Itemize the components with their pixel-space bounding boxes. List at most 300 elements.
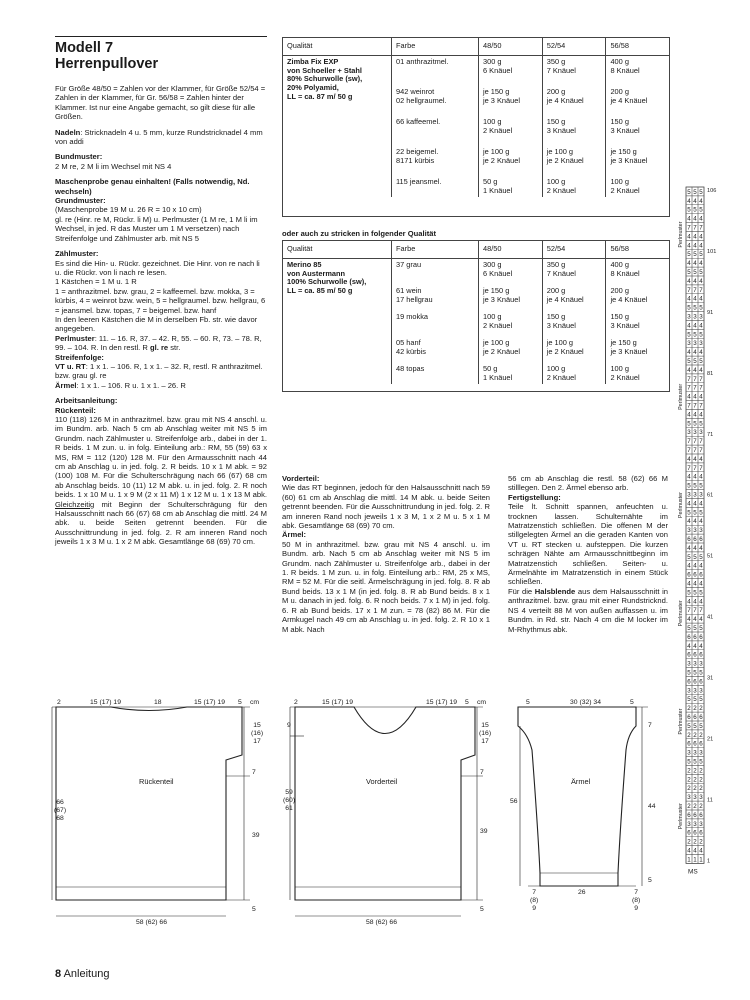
- chart-cell-value: 4: [687, 322, 691, 330]
- chart-cell-value: 4: [687, 242, 691, 250]
- alt-yarn-caption: oder auch zu stricken in folgender Qualität: [282, 229, 437, 238]
- chart-cell-value: 7: [687, 607, 691, 615]
- chart-cell-value: 6: [693, 633, 697, 641]
- main-pattern-label: Grundmuster:: [55, 196, 106, 206]
- chart-cell-value: 5: [693, 420, 697, 428]
- chart-cell-value: 2: [687, 731, 691, 739]
- front-schematic: [278, 690, 508, 940]
- chart-cell-value: 5: [687, 625, 691, 632]
- table-cell: 350 g 7 Knäuel: [546, 56, 576, 75]
- title-rule: [55, 36, 267, 37]
- seed-stitch-text: : 11. – 16. R, 37. – 42. R, 55. – 60. R, 73. – 78. R, 99. – 104. R. In den restl. R: [55, 333, 262, 353]
- table-cell: 300 g 6 Knäuel: [483, 56, 513, 75]
- chart-cell-value: 5: [699, 589, 703, 597]
- page-number: 8: [55, 968, 62, 980]
- chart-cell-value: 4: [699, 366, 703, 374]
- chart-cell-value: 5: [693, 696, 697, 704]
- yarn-size-1-column: [479, 55, 543, 197]
- front-dim-left-top: 9: [287, 722, 291, 729]
- table-cell: 200 g je 4 Knäuel: [546, 86, 584, 105]
- col-header-color: Farbe: [392, 241, 479, 258]
- finishing-label: Fertigstellung:: [508, 492, 561, 502]
- chart-cell-value: 7: [693, 447, 697, 454]
- chart-cell-value: 5: [693, 669, 697, 677]
- chart-cell-value: 5: [693, 482, 697, 490]
- yarn-table-1-grid: [283, 38, 669, 197]
- chart-cell-value: 7: [699, 464, 703, 472]
- yarn-quality-2: Merino 85 von Austermann 100% Schurwolle (sw), LL = ca. 85 m/ 50 g: [287, 259, 367, 296]
- table-cell: 400 g 8 Knäuel: [610, 259, 640, 278]
- chart-cell-value: 2: [687, 705, 691, 713]
- chart-cell-value: 2: [687, 803, 691, 810]
- instructions-column-1: [55, 84, 267, 547]
- chart-cell-value: 6: [693, 571, 697, 579]
- chart-cell-value: 3: [687, 527, 691, 535]
- table-cell: 05 hanf 42 kürbis: [396, 337, 426, 356]
- chart-cell-value: 5: [687, 206, 691, 214]
- chart-cell-value: 4: [693, 598, 697, 606]
- table-cell: 48 topas: [396, 363, 425, 373]
- footer-label: Anleitung: [63, 968, 110, 980]
- chart-cell-value: 7: [687, 438, 691, 446]
- chart-cell-value: 4: [693, 215, 697, 223]
- table-cell: 300 g 6 Knäuel: [483, 259, 513, 278]
- back-dim-right-1: 15 (16) 17: [251, 722, 264, 745]
- back-dim-right-4: 5: [252, 906, 256, 913]
- chart-row-label: 61: [707, 492, 714, 499]
- chart-cell-value: 5: [693, 358, 697, 365]
- chart-cell-value: 4: [693, 349, 697, 357]
- chart-cell-value: 5: [693, 758, 697, 766]
- chart-cell-value: 4: [693, 322, 697, 330]
- chart-cell-value: 5: [693, 206, 697, 214]
- back-label: Rückenteil: [139, 777, 174, 786]
- chart-cell-value: 4: [687, 295, 691, 303]
- chart-cell-value: 6: [699, 571, 703, 579]
- sleeve-dim-right-3: 5: [648, 877, 652, 884]
- chart-row-label: 91: [707, 309, 714, 316]
- chart-cell-value: 7: [699, 224, 703, 232]
- chart-cell-value: 4: [687, 277, 691, 285]
- table-cell: 150 g 3 Knäuel: [546, 116, 576, 135]
- back-dim-top-2: 15 (17) 19: [90, 699, 121, 706]
- chart-cell-value: 6: [687, 740, 691, 748]
- table-cell: je 100 g je 2 Knäuel: [546, 146, 584, 165]
- chart-row-label: 81: [707, 370, 714, 377]
- chart-cell-value: 4: [693, 197, 697, 205]
- chart-cell-value: 3: [693, 794, 697, 802]
- chart-cell-value: 2: [699, 785, 703, 793]
- chart-cell-value: 3: [699, 313, 703, 321]
- chart-cell-value: 4: [693, 616, 697, 624]
- chart-cell-value: 5: [693, 509, 697, 517]
- yarn-table-2-header: [283, 241, 669, 258]
- chart-cell-value: 4: [687, 366, 691, 374]
- chart-cell-value: 5: [687, 669, 691, 677]
- needles-text: : Stricknadeln 4 u. 5 mm, kurze Rundstricknadel 4 mm von addi: [55, 127, 263, 147]
- chart-cell-value: 4: [687, 616, 691, 624]
- chart-cell-value: 5: [687, 269, 691, 276]
- chart-cell-value: 3: [693, 313, 697, 321]
- chart-cell-value: 3: [699, 794, 703, 802]
- chart-cell-value: 6: [687, 651, 691, 659]
- chart-cell-value: 3: [693, 429, 697, 437]
- chart-cell-value: 2: [687, 767, 691, 775]
- back-text-a: 110 (118) 126 M in anthrazitmel. bzw. grau mit NS 4 anschl. u. im Bundm. arb. Nach 5 cm ab Anschlag weiter mit NS 5 im Grundm. nach Zählmuster u. Streifenfolge arb., dabei in der 1. R beids. 1 M zun. u. in folg. Einteilung arb.: RM, 55 (59) 63 x MS, RM = 112 (120) 128 M. Für den Armausschnitt nach 44 cm ab Anschlag u. in jed. folg. 2. R beids. 10 x 1 M abk. = 92 (100) 108 M. Für die Schulterschrägung nach 66 (67) 68 cm ab Anschlag beids. 10 (11) 12 M abk. u. in jed. folg. 2. R noch beids. 1 x 10 M u. 1 x 9 M (2 x 11 M) 1 x 12 M u. 1 x 13 M abk.: [55, 415, 267, 500]
- size-intro: Für Größe 48/50 = Zahlen vor der Klammer, für Größe 52/54 = Zahlen in der Klammer, für Gr. 56/58 = Zahlen hinter der Klammer. Ist nur eine Angabe gemacht, so gilt diese für alle Größen.: [55, 84, 266, 122]
- chart-cell-value: 4: [687, 500, 691, 508]
- chart-cell-value: 7: [687, 464, 691, 472]
- chart-cell-value: 4: [693, 473, 697, 481]
- table-cell: 350 g 7 Knäuel: [546, 259, 576, 278]
- chart-cell-value: 5: [699, 269, 703, 276]
- chart-perlmuster-label: Perlmuster: [678, 708, 684, 735]
- front-dim-top-1: 2: [294, 699, 298, 706]
- col-header-size-1: 48/50: [479, 38, 543, 55]
- chart-cell-value: 4: [693, 642, 697, 650]
- needles-label: Nadeln: [55, 127, 81, 137]
- chart-cell-value: 4: [693, 500, 697, 508]
- instructions-label: Arbeitsanleitung:: [55, 396, 118, 406]
- chart-cell-value: 5: [693, 251, 697, 259]
- chart-cell-value: 5: [693, 589, 697, 597]
- chart-cell-value: 5: [687, 553, 691, 561]
- chart-cell-value: 7: [699, 447, 703, 454]
- chart-cell-value: 3: [693, 687, 697, 695]
- chart-cell-value: 6: [699, 829, 703, 837]
- chart-cell-value: 7: [699, 286, 703, 294]
- chart-cell-value: 5: [699, 669, 703, 677]
- col-header-color: Farbe: [392, 38, 479, 55]
- table-cell: 37 grau: [396, 259, 422, 269]
- back-dim-right-2: 7: [252, 769, 256, 776]
- chart-cell-value: 6: [693, 536, 697, 543]
- chart-cell-value: 7: [693, 607, 697, 615]
- chart-cell-value: 5: [699, 482, 703, 490]
- chart-cell-value: 4: [699, 411, 703, 419]
- rib-pattern-text: 2 M re, 2 M li im Wechsel mit NS 4: [55, 161, 172, 171]
- chart-cell-value: 5: [699, 331, 703, 339]
- table-cell: 200 g je 4 Knäuel: [610, 86, 648, 105]
- chart-cell-value: 1: [693, 856, 697, 864]
- seed-stitch-paragraph: [55, 334, 267, 353]
- chart-perlmuster-label: Perlmuster: [678, 221, 684, 248]
- sleeve-dim-left: 56: [510, 798, 518, 805]
- chart-cell-value: 6: [693, 714, 697, 721]
- col-header-size-2: 52/54: [542, 241, 606, 258]
- chart-row-label: 41: [707, 614, 714, 621]
- table-cell: je 150 g je 3 Knäuel: [610, 337, 648, 356]
- chart-cell-value: 5: [699, 625, 703, 632]
- chart-cell-value: 4: [687, 233, 691, 241]
- chart-cell-value: 4: [687, 393, 691, 401]
- chart-cell-value: 3: [693, 491, 697, 499]
- chart-perlmuster-label: Perlmuster: [678, 383, 684, 410]
- yarn-table-1: [282, 37, 670, 217]
- chart-row-label: 21: [707, 736, 714, 743]
- chart-cell-value: 5: [699, 188, 703, 196]
- chart-cell-value: 4: [699, 295, 703, 303]
- table-cell: 100 g 2 Knäuel: [483, 116, 513, 135]
- table-cell: 66 kaffeemel.: [396, 116, 441, 126]
- chart-cell-value: 4: [699, 598, 703, 606]
- chart-cell-value: 6: [693, 740, 697, 748]
- table-cell: je 150 g je 3 Knäuel: [483, 285, 520, 304]
- sleeve-outline: [518, 707, 636, 886]
- chart-cell-value: 4: [693, 393, 697, 401]
- front-outline: [295, 707, 475, 900]
- chart-cell-value: 6: [687, 536, 691, 543]
- chart-cell-value: 5: [693, 331, 697, 339]
- chart-cell-value: 3: [693, 820, 697, 828]
- chart-cell-value: 2: [699, 838, 703, 846]
- chart-cell-value: 3: [687, 313, 691, 321]
- chart-cell-value: 1: [687, 856, 691, 864]
- chart-cell-value: 5: [699, 722, 703, 730]
- chart-cell-value: 6: [693, 651, 697, 659]
- chart-cell-value: 5: [687, 420, 691, 428]
- finishing-text-a: Teile lt. Schnitt spannen, anfeuchten u. trocknen lassen. Schulternähte im Matratzenstich schließen. Die offenen M der stillgelegten Ärmel an die geraden Kanten von VT u. RT stecken u. aufsteppen. Die kurzen schrägen Nähte am Armausschnittbeginn im Matratzenstich schließen. Seiten- u. Ärmelnähte im Matratzenstich in einem Stück schließen. Für die: [508, 502, 668, 596]
- front-label: Vorderteil:: [282, 474, 320, 483]
- chart-cell-value: 4: [699, 455, 703, 463]
- chart-cell-value: 5: [693, 625, 697, 632]
- chart-cell-value: 7: [699, 402, 703, 410]
- color-chart: [674, 183, 744, 958]
- chart-legend-label: Zählmuster:: [55, 249, 99, 259]
- yarn-quality-1: Zimba Fix EXP von Schoeller + Stahl 80% Schurwolle (sw), 20% Polyamid, LL = ca. 87 m/ 50 g: [287, 56, 363, 101]
- chart-cell-value: 4: [693, 233, 697, 241]
- chart-cell-value: 4: [699, 322, 703, 330]
- stripe-body-text: : 1 x 1. – 106. R, 1 x 1. – 32. R, restl. R anthrazitmel. bzw. grau gl. re: [55, 361, 263, 381]
- finishing-text-b: aus dem Halsausschnitt in anthrazitmel. bzw. grau mit einer Rundstricknd. NS 4 verteilt 88 M von außen auffassen u. im Bundm. in Rd. str. Nach 4 cm die M locker im M-Rhythmus abk.: [508, 586, 669, 634]
- title-line-2: Herrenpullover: [55, 56, 159, 72]
- chart-cell-value: 4: [687, 544, 691, 552]
- chart-cell-value: 4: [699, 233, 703, 241]
- chart-cell-value: 5: [687, 331, 691, 339]
- finishing-text: [508, 502, 668, 634]
- chart-cell-value: 6: [687, 811, 691, 819]
- sleeve-text-cont: 56 cm ab Anschlag die restl. 58 (62) 66 M stilllegen. Den 2. Ärmel ebenso arb.: [508, 474, 668, 493]
- front-label: Vorderteil: [366, 777, 398, 786]
- chart-perlmuster-label: Perlmuster: [678, 803, 684, 830]
- chart-cell-value: 2: [699, 803, 703, 810]
- chart-cell-value: 1: [699, 856, 703, 864]
- chart-cell-value: 5: [687, 251, 691, 259]
- table-cell: 100 g 2 Knäuel: [483, 311, 513, 330]
- table-cell: 19 mokka: [396, 311, 429, 321]
- chart-cell-value: 6: [699, 811, 703, 819]
- chart-cell-value: 2: [693, 803, 697, 810]
- stripe-body: [55, 362, 267, 381]
- chart-legend-text: Es sind die Hin- u. Rückr. gezeichnet. Die Hinr. von re nach li u. die Rückr. von li nach re lesen. 1 Kästchen = 1 M u. 1 R 1 = anthrazitmel. bzw. grau, 2 = kaffeemel. bzw. mokka, 3 = kürbis, 4 = weinrot bzw. wein, 5 = hellgraumel. bzw. hellgrau, 6 = jeansmel. bzw. topas, 7 = beigemel. bzw. hanf In den leeren Kästchen die M in derselben Fb. str. wie davor angegeben.: [55, 258, 266, 334]
- chart-cell-value: 6: [687, 571, 691, 579]
- sleeve-dim-right-1: 7: [648, 722, 652, 729]
- chart-cell-value: 5: [687, 509, 691, 517]
- chart-cell-value: 4: [687, 349, 691, 357]
- chart-cell-value: 7: [693, 402, 697, 410]
- col-header-size-2: 52/54: [542, 38, 606, 55]
- chart-cell-value: 2: [693, 731, 697, 739]
- table-cell: je 150 g je 3 Knäuel: [483, 86, 520, 105]
- chart-cell-value: 4: [687, 260, 691, 268]
- chart-cell-value: 2: [693, 838, 697, 846]
- chart-cell-value: 4: [699, 544, 703, 552]
- chart-cell-value: 5: [687, 482, 691, 490]
- chart-cell-value: 4: [699, 847, 703, 855]
- chart-cell-value: 4: [699, 473, 703, 481]
- chart-cell-value: 4: [699, 242, 703, 250]
- table-cell: 01 anthrazitmel.: [396, 56, 449, 66]
- page-footer: [55, 968, 109, 980]
- chart-cell-value: 3: [693, 749, 697, 757]
- sleeve-dim-right-2: 44: [648, 803, 656, 810]
- table-cell: 100 g 2 Knäuel: [610, 363, 640, 382]
- chart-cell-value: 4: [687, 562, 691, 570]
- chart-cell-value: 2: [693, 767, 697, 775]
- back-label: Rückenteil:: [55, 405, 96, 415]
- chart-cell-value: 7: [693, 375, 697, 383]
- chart-cell-value: 4: [699, 518, 703, 526]
- chart-row-label: 71: [707, 431, 714, 438]
- title-line-1: Modell 7: [55, 40, 114, 56]
- chart-cell-value: 4: [687, 473, 691, 481]
- chart-cell-value: 4: [687, 847, 691, 855]
- chart-cell-value: 7: [693, 286, 697, 294]
- chart-cell-value: 4: [693, 455, 697, 463]
- chart-cell-value: 3: [699, 660, 703, 668]
- table-cell: 100 g 2 Knäuel: [546, 363, 576, 382]
- chart-cell-value: 4: [699, 215, 703, 223]
- chart-cell-value: 2: [687, 776, 691, 784]
- chart-cell-value: 4: [687, 215, 691, 223]
- table-cell: 22 beigemel. 8171 kürbis: [396, 146, 439, 165]
- yarn-table-1-header: [283, 38, 669, 55]
- chart-cell-value: 4: [699, 393, 703, 401]
- table-cell: je 100 g je 2 Knäuel: [483, 337, 520, 356]
- chart-cell-value: 4: [687, 642, 691, 650]
- seed-stitch-label: Perlmuster: [55, 333, 95, 343]
- chart-cell-value: 5: [693, 722, 697, 730]
- table-cell: 50 g 1 Knäuel: [483, 176, 513, 195]
- page-title: [55, 40, 267, 72]
- chart-cell-value: 7: [693, 464, 697, 472]
- stripe-sleeve-label: Ärmel: [55, 380, 77, 390]
- chart-cell-value: 4: [693, 366, 697, 374]
- chart-cell-value: 5: [699, 696, 703, 704]
- yarn-size-2-column: [542, 258, 606, 384]
- table-cell: je 100 g je 2 Knäuel: [483, 146, 520, 165]
- chart-cell-value: 2: [699, 767, 703, 775]
- table-cell: 400 g 8 Knäuel: [610, 56, 640, 75]
- chart-cell-value: 4: [699, 616, 703, 624]
- sleeve-dim-bottom-1: 7 (8) 9: [530, 889, 539, 912]
- stripe-body-label: VT u. RT: [55, 361, 86, 371]
- front-dim-right-4: 5: [480, 906, 484, 913]
- col-header-size-3: 56/58: [606, 38, 669, 55]
- chart-cell-value: 4: [699, 197, 703, 205]
- rib-pattern-label: Bundmuster:: [55, 152, 103, 162]
- main-pattern-text: (Maschenprobe 19 M u. 26 R = 10 x 10 cm) gl. re (Hinr. re M, Rückr. li M) u. Perlmuster (1 M re, 1 M li im Wechsel, in jed. R das Muster um 1 M versetzen) nach Streifenfolge und Zählmuster arb. mit NS 5: [55, 205, 258, 243]
- col-header-quality: Qualität: [283, 38, 392, 55]
- chart-cell-value: 5: [699, 251, 703, 259]
- chart-cell-value: 6: [693, 678, 697, 686]
- chart-cell-value: 6: [693, 829, 697, 837]
- table-cell: 100 g 2 Knäuel: [546, 176, 576, 195]
- chart-cell-value: 4: [699, 642, 703, 650]
- yarn-size-3-column: [606, 55, 669, 197]
- col-header-size-1: 48/50: [479, 241, 543, 258]
- chart-cell-value: 3: [687, 794, 691, 802]
- chart-cell-value: 3: [687, 491, 691, 499]
- chart-cell-value: 7: [693, 224, 697, 232]
- chart-cell-value: 5: [699, 304, 703, 312]
- gauge-warning: Maschenprobe genau einhalten! (Falls notwendig, Nd. wechseln): [55, 177, 250, 196]
- table-cell: 61 wein 17 hellgrau: [396, 285, 433, 304]
- chart-cell-value: 6: [693, 811, 697, 819]
- chart-ms-label: MS: [688, 868, 698, 876]
- chart-cell-value: 5: [687, 589, 691, 597]
- yarn-color-column: [392, 258, 479, 384]
- back-dim-bottom: 58 (62) 66: [136, 919, 167, 926]
- chart-cell-value: 3: [699, 429, 703, 437]
- front-dim-bottom: 58 (62) 66: [366, 919, 397, 926]
- chart-cell-value: 6: [687, 829, 691, 837]
- chart-cell-value: 4: [687, 197, 691, 205]
- back-text: [55, 415, 267, 547]
- chart-cell-value: 4: [693, 260, 697, 268]
- yarn-table-2-grid: [283, 241, 669, 384]
- instructions-column-2: [282, 474, 490, 634]
- front-text: Wie das RT beginnen, jedoch für den Halsausschnitt nach 59 (60) 61 cm ab Anschlag die mittl. 14 M abk. u. beide Seiten getrennt beenden. Für die Ausschnittrundung in jed. folg. 2. R am inneren Rand noch jeweils 1 x 3 M, 1 x 2 M u. 5 x 1 M abk. Gesamtlänge 68 (69) 70 cm.: [282, 483, 490, 531]
- back-schematic: [40, 690, 280, 940]
- chart-cell-value: 4: [693, 277, 697, 285]
- chart-cell-value: 4: [693, 242, 697, 250]
- chart-cell-value: 2: [687, 785, 691, 793]
- chart-cell-value: 2: [699, 705, 703, 713]
- chart-cell-value: 7: [687, 375, 691, 383]
- chart-cell-value: 4: [687, 580, 691, 588]
- chart-cell-value: 4: [693, 295, 697, 303]
- chart-cell-value: 6: [699, 651, 703, 659]
- chart-cell-value: 3: [693, 527, 697, 535]
- yarn-table-2-body: [283, 258, 669, 384]
- back-dim-unit: cm: [250, 699, 260, 706]
- seed-stitch-bold: gl. re: [149, 343, 169, 353]
- chart-cell-value: 7: [687, 402, 691, 410]
- chart-cell-value: 2: [693, 776, 697, 784]
- chart-cell-value: 3: [687, 429, 691, 437]
- chart-row-label: 101: [707, 248, 717, 255]
- yarn-size-2-column: [542, 55, 606, 197]
- chart-cell-value: 3: [693, 340, 697, 348]
- table-cell: 150 g 3 Knäuel: [610, 311, 640, 330]
- chart-row-label: 51: [707, 553, 714, 560]
- chart-cell-value: 7: [687, 286, 691, 294]
- table-cell: 100 g 2 Knäuel: [610, 176, 640, 195]
- sleeve-label: Ärmel: [571, 777, 591, 786]
- sleeve-dim-top-3: 5: [630, 699, 634, 706]
- back-text-b: mit Beginn der Schulterschrägung für den Halsausschnitt nach 66 (67) 68 cm ab Anschlag die mittl. 24 M abk. u. beide Seiten getrennt beenden. Für die Ausschnittrundung in jed. folg. 2. R am inneren Rand noch jeweils 1 x 3 M u. 1 x 2 M abk. Gesamtlänge 68 (69) 70 cm.: [55, 499, 267, 547]
- chart-cell-value: 7: [693, 438, 697, 446]
- chart-cell-value: 4: [693, 580, 697, 588]
- table-cell: 50 g 1 Knäuel: [483, 363, 513, 382]
- chart-cell-value: 4: [693, 544, 697, 552]
- stripe-sleeve-text: : 1 x 1. – 106. R u. 1 x 1. – 26. R: [76, 380, 186, 390]
- chart-row-label: 31: [707, 675, 714, 682]
- sleeve-dim-top-1: 5: [526, 699, 530, 706]
- front-dim-right-3: 39: [480, 828, 488, 835]
- chart-cell-value: 3: [687, 660, 691, 668]
